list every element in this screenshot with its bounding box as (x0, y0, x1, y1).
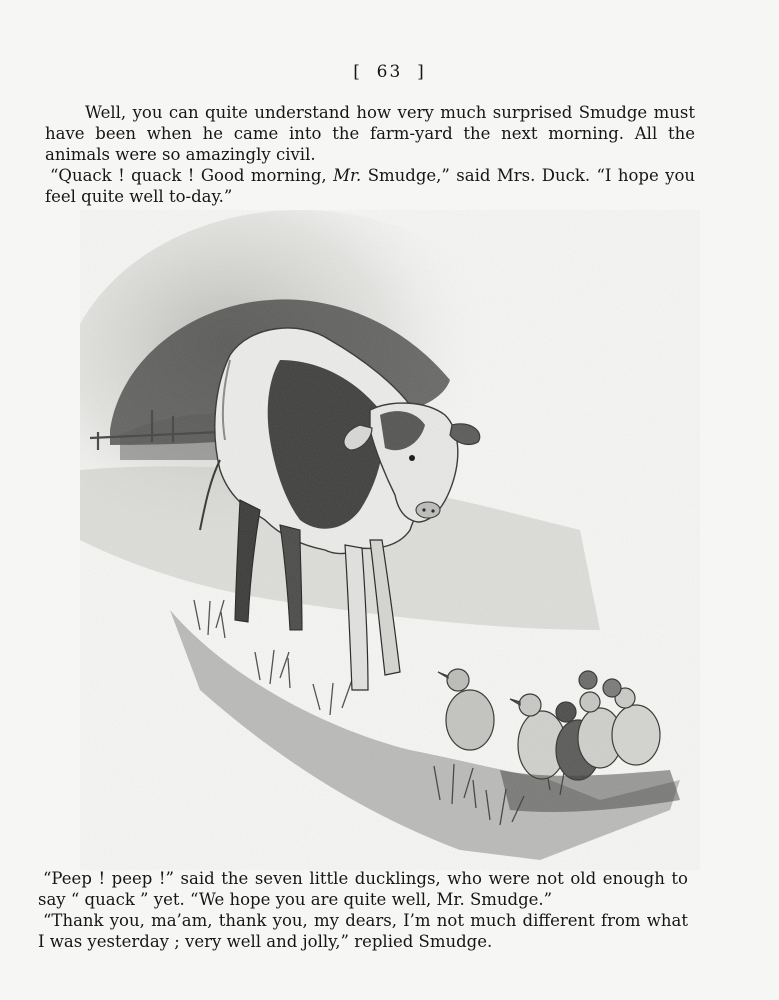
paragraph-ducklings: “Peep ! peep !” said the seven little ducklings, who were not old enough to say “ quack ” yet. “We hope you are quite well, Mr. Smudge.” (38, 869, 688, 909)
paragraph-smudge-reply: “Thank you, ma’am, thank you, my dears, I’m not much different from what I was yesterday ; very well and jolly,” replied Smudge. (38, 911, 688, 951)
paragraph-mrs-duck (45, 165, 695, 207)
dialogue-emphasis: Mr. (333, 166, 362, 185)
calf-ducklings-illustration (80, 210, 700, 870)
top-text-block (45, 102, 695, 207)
paragraph-intro: Well, you can quite understand how very much surprised Smudge must have been when he came into the farm-yard the next morning. All the animals were so amazingly civil. (45, 103, 695, 164)
dialogue-part-1: “Quack ! quack ! Good morning, (50, 166, 334, 185)
dialogue-part-2: Smudge,” said Mrs. Duck. “I hope you feel quite well to-day.” (45, 166, 696, 206)
page-number: [ 63 ] (353, 62, 426, 82)
bottom-text-block (38, 868, 688, 952)
